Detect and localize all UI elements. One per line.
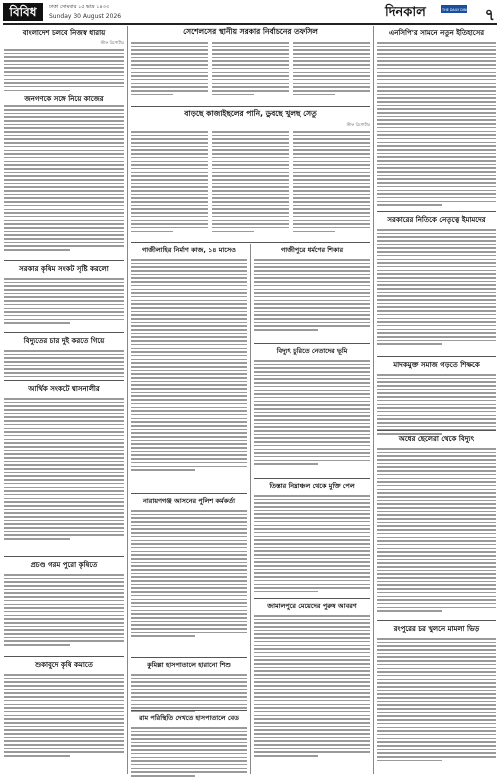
- headline: গাজীপুরে ধর্মণের শিকার: [280, 246, 344, 254]
- body-text: [377, 638, 496, 761]
- body-text: [4, 674, 124, 757]
- article-divider: [4, 656, 124, 657]
- logo-subtitle: THE DAILY DINKAL: [442, 8, 473, 12]
- body-text: [131, 42, 208, 97]
- article-a12: [4, 383, 124, 542]
- logo-text: দিনকাল: [385, 5, 426, 20]
- article-a13: [4, 559, 124, 648]
- headline: কুমিল্লা হাসপাতালে হারানো শিশু: [147, 661, 231, 669]
- article-a19: [131, 245, 247, 473]
- article-a6: [377, 214, 496, 347]
- body-text: [377, 229, 496, 345]
- byline: স্টাফ রিপোর্টার: [346, 122, 370, 127]
- article-divider: [4, 556, 124, 557]
- body-text: [4, 398, 124, 540]
- article-divider: [377, 430, 496, 431]
- headline: রাম পরিস্থিতি দেখতে হাসপাতালে বেড: [139, 714, 239, 722]
- body-text: [377, 42, 496, 206]
- article-divider: [4, 332, 124, 333]
- headline: বাড়ছে কাজাইছলের পানি, ডুবছে খুলছ সেতু: [184, 109, 317, 118]
- body-text: [377, 374, 496, 435]
- article-a22: [254, 601, 370, 759]
- body-text: [293, 42, 370, 97]
- body-columns: [131, 42, 370, 97]
- body-text: [254, 615, 370, 757]
- byline: স্টাফ রিপোর্টার: [100, 40, 124, 45]
- body-text: [131, 727, 247, 777]
- article-a8: [377, 433, 496, 614]
- article-a15: [254, 245, 370, 333]
- body-text: [212, 42, 289, 97]
- article-a21: [254, 481, 370, 595]
- headline: গাজীলাহির নির্মাণ কাজ, ১৪ মাসেও: [142, 246, 236, 254]
- article-divider: [254, 598, 370, 599]
- headline: জনগণকে সঙ্গে নিয়ে কাজের: [24, 95, 104, 104]
- headline: আর্থিক সংকটে শ্বাসনালীর: [28, 385, 100, 393]
- article-divider: [377, 620, 496, 621]
- article-divider: [131, 493, 247, 494]
- headline: সেশেলসের স্থানীয় সরকার নির্বাচনের তফসিল: [183, 27, 318, 36]
- article-divider: [377, 356, 496, 357]
- date-bangla: ঢাকা সোমবার ১৫ ভাদ্র ১৪৩৩: [49, 4, 110, 10]
- page-number: ৭: [484, 5, 495, 24]
- body-text: [212, 131, 289, 234]
- headline: বিদ্যুৎ চুরিতে নেতাদের ভূমি: [276, 347, 348, 355]
- headline: অধের ছেলেরা থেকে বিদ্যুৎ: [398, 435, 475, 443]
- article-a11: [4, 335, 124, 383]
- headline: বিদ্যুতের চার দুই করতে গিয়ে: [23, 337, 105, 345]
- column-divider: [250, 244, 251, 774]
- body-text: [131, 131, 208, 234]
- headline: এনসিপি'র সামনে নতুন ইতিহাসের: [388, 29, 485, 37]
- headline: প্রচণ্ড গরম পুরো কৃষিতে: [30, 561, 98, 569]
- headline: তিস্তার নিম্নাঞ্চল থেকে মুক্তি পেল: [269, 482, 355, 490]
- headline: নারায়ণগঞ্জ আসনের পুলিশ কর্মকর্তা: [143, 497, 235, 505]
- headline: সরকার কৃষিম সংকট সৃষ্টি করলো: [19, 265, 109, 273]
- date-english: Sunday 30 August 2026: [49, 13, 122, 20]
- headline: মাদকমুক্ত সমাজ গড়তে শিক্ষকে: [393, 361, 480, 369]
- body-text: [4, 278, 124, 324]
- article-divider: [4, 380, 124, 381]
- article-divider: [131, 657, 247, 658]
- headline: রংপুরের চর খুলনে মামলা ভিড়: [393, 625, 480, 633]
- article-divider: [254, 478, 370, 479]
- body-text: [4, 49, 124, 91]
- article-a4: [131, 109, 370, 234]
- body-text: [4, 574, 124, 646]
- masthead: [3, 3, 497, 25]
- section-label: বিবিধ: [3, 3, 43, 21]
- article-a1: [4, 27, 124, 253]
- body-text: [377, 448, 496, 612]
- body-columns: [131, 131, 370, 234]
- body-text: [293, 131, 370, 234]
- column-divider: [127, 26, 128, 774]
- headline: সরকারের নিতিকে নেতৃত্বে ইমামদের: [387, 216, 486, 224]
- body-text: [4, 105, 124, 250]
- article-divider: [131, 242, 370, 243]
- article-divider: [131, 710, 247, 711]
- article-a7: [377, 359, 496, 437]
- article-a9: [377, 623, 496, 763]
- article-a14: [4, 659, 124, 759]
- body-text: [131, 674, 247, 712]
- article-divider: [131, 106, 370, 107]
- article-divider: [377, 211, 496, 212]
- body-text: [131, 259, 247, 471]
- headline: শুকাবুদে কৃষি কমাতে: [35, 661, 93, 669]
- article-a23: [131, 660, 247, 715]
- article-a20: [131, 496, 247, 639]
- body-text: [131, 510, 247, 637]
- article-a3: [131, 27, 370, 97]
- dinkal-logo: [383, 3, 473, 22]
- article-a10: [4, 263, 124, 326]
- article-divider: [4, 260, 124, 261]
- article-a5: [377, 27, 496, 208]
- body-text: [254, 360, 370, 465]
- body-text: [254, 259, 370, 331]
- column-divider: [373, 26, 374, 774]
- headline: বাংলাদেশ চলবে নিজস্ব ধারায়: [22, 29, 106, 37]
- body-text: [254, 495, 370, 592]
- article-a24: [131, 713, 247, 779]
- article-divider: [254, 343, 370, 344]
- headline: জামালপুরে মেয়েদের পুরুষ আবরণ: [267, 602, 357, 610]
- article-a17: [254, 346, 370, 467]
- body-text: [4, 350, 124, 381]
